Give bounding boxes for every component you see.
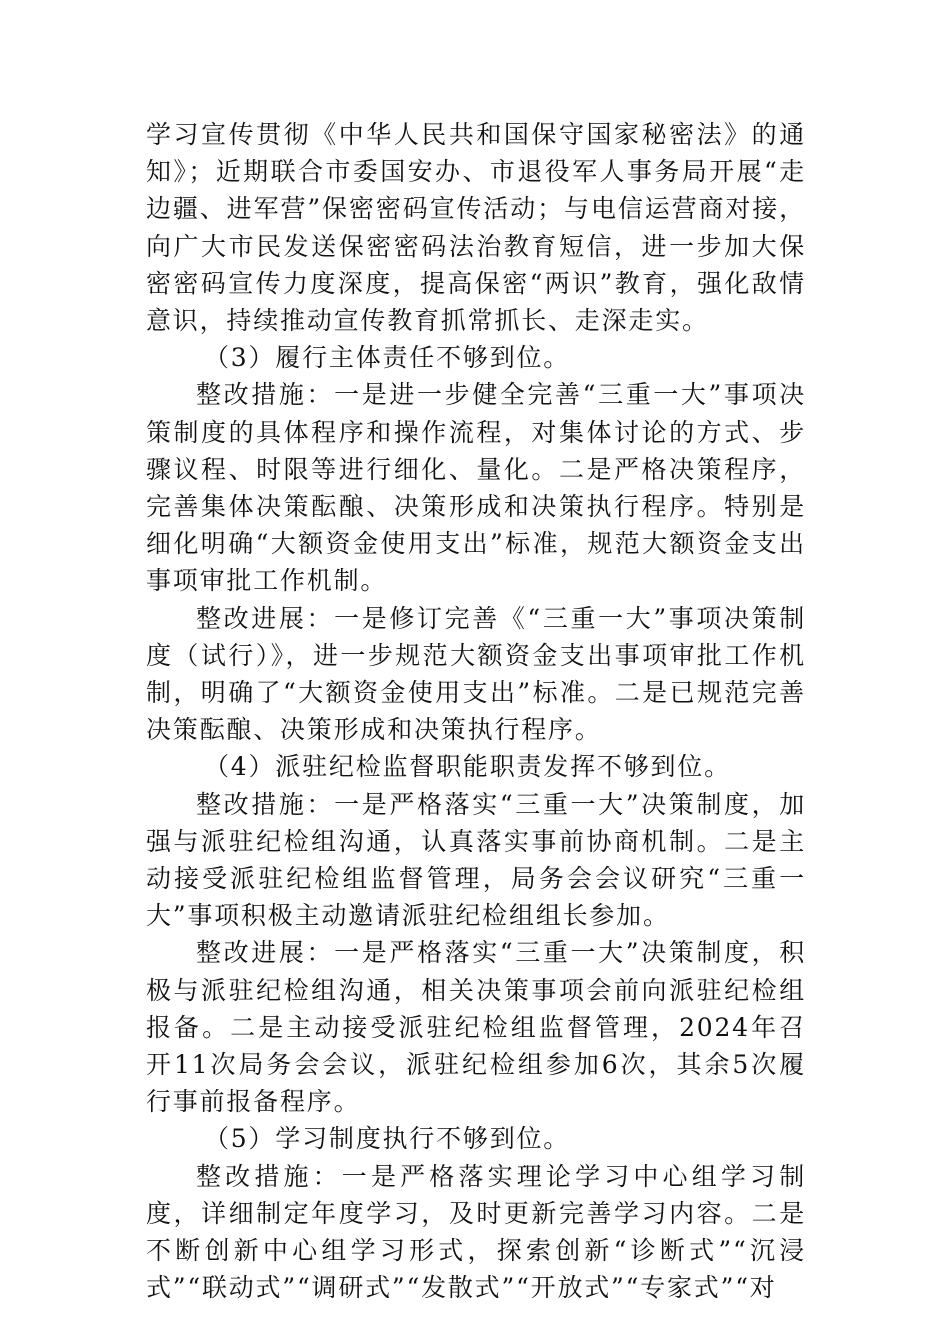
rectification-measures-3: 整改措施：一是进一步健全完善“三重一大”事项决策制度的具体程序和操作流程，对集体讨论的方式、步骤议程、时限等进行细化、量化。二是严格决策程序，完善集体决策酝酿、决策形成和决策执行程序。特别是细化明确“大额资金使用支出”标准，规范大额资金支出事项审批工作机制。 <box>146 380 806 596</box>
rectification-measures-4: 整改措施：一是严格落实“三重一大”决策制度，加强与派驻纪检组沟通，认真落实事前协商机制。二是主动接受派驻纪检组监督管理，局务会会议研究“三重一大”事项积极主动邀请派驻纪检组组长参加。 <box>146 789 806 931</box>
rectification-progress-4: 整改进展：一是严格落实“三重一大”决策制度，积极与派驻纪检组沟通，相关决策事项会前向派驻纪检组报备。二是主动接受派驻纪检组监督管理，2024年召开11次局务会会议，派驻纪检组参加6次，其余5次履行事前报备程序。 <box>146 938 806 1117</box>
section-heading-4: （4）派驻纪检监督职能职责发挥不够到位。 <box>204 752 731 782</box>
rectification-measures-5: 整改措施：一是严格落实理论学习中心组学习制度，详细制定年度学习，及时更新完善学习内容。二是不断创新中心组学习形式，探索创新“诊断式”“沉浸式”“联动式”“调研式”“发散式”“开放式”“专家式”“对 <box>146 1161 806 1303</box>
body-paragraph-continued: 学习宣传贯彻《中华人民共和国保守国家秘密法》的通知》；近期联合市委国安办、市退役军人事务局开展“走边疆、进军营”保密密码宣传活动；与电信运营商对接，向广大市民发送保密密码法治教育短信，进一步加大保密密码宣传力度深度，提高保密“两识”教育，强化敌情意识，持续推动宣传教育抓常抓长、走深走实。 <box>146 120 806 336</box>
rectification-progress-3: 整改进展：一是修订完善《“三重一大”事项决策制度（试行）》，进一步规范大额资金支出事项审批工作机制，明确了“大额资金使用支出”标准。二是已规范完善决策酝酿、决策形成和决策执行程序。 <box>146 603 806 745</box>
section-heading-5: （5）学习制度执行不够到位。 <box>204 1124 571 1154</box>
document-page <box>146 116 806 1307</box>
section-heading-3: （3）履行主体责任不够到位。 <box>204 343 571 373</box>
